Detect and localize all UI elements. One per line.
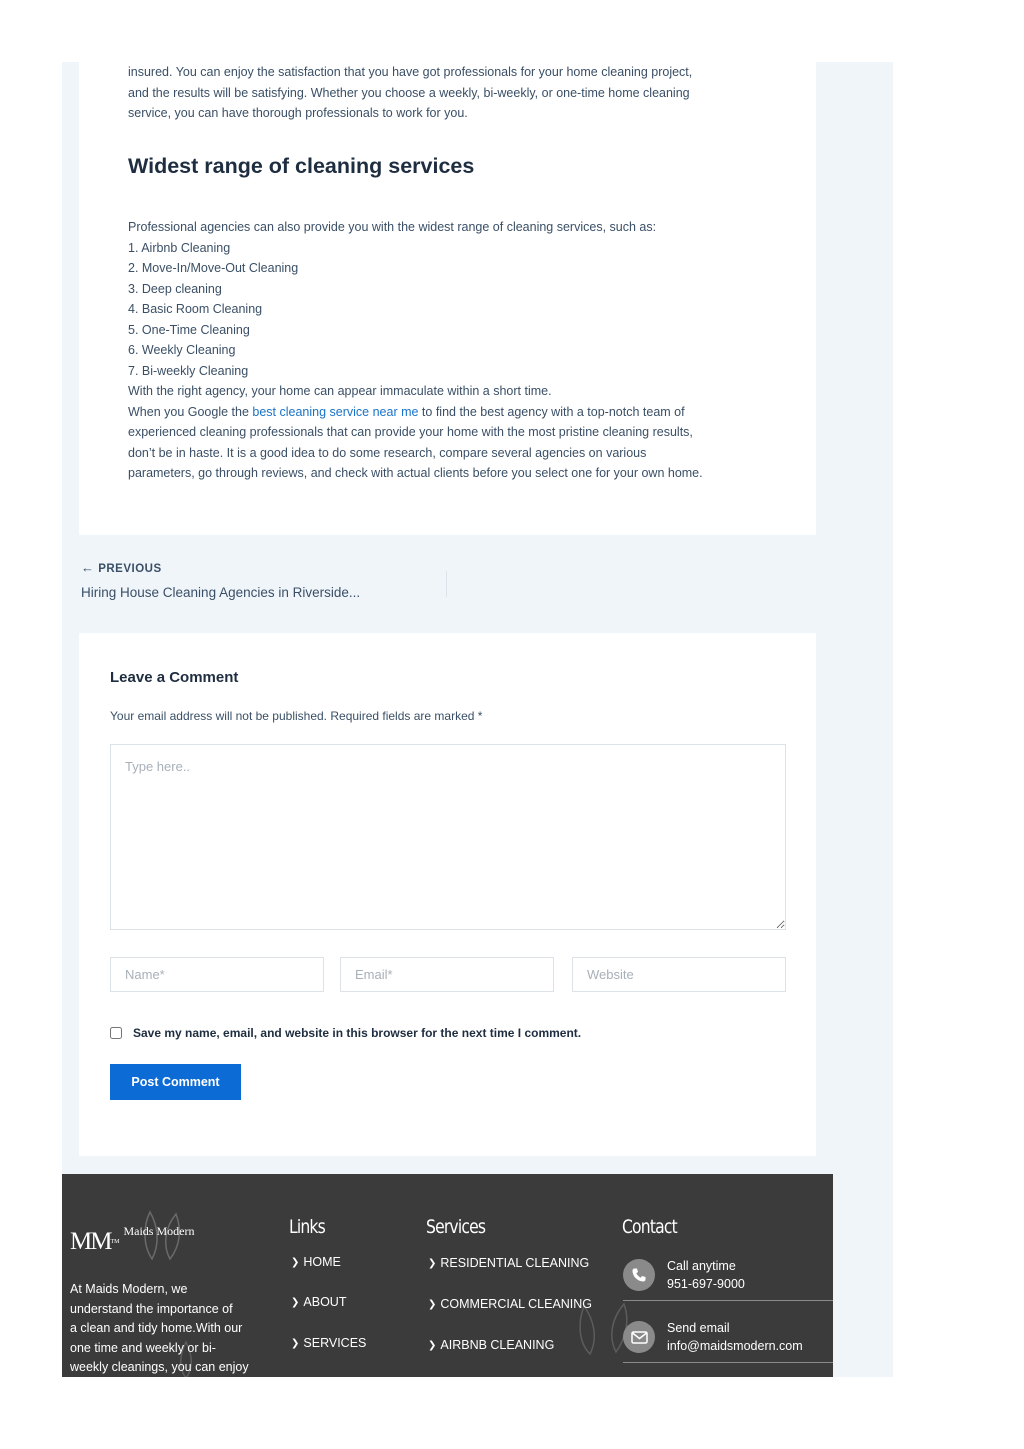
footer-link-label: ABOUT [303, 1295, 347, 1309]
chevron-right-icon: ❯ [291, 1337, 300, 1349]
save-info-consent[interactable] [110, 1026, 581, 1040]
logo-tm: TM [110, 1239, 120, 1245]
previous-post-title[interactable]: Hiring House Cleaning Agencies in Riverside... [81, 585, 361, 600]
logo-letters: MM [70, 1228, 111, 1255]
list-item: 6. Weekly Cleaning [128, 343, 236, 357]
about-line: At Maids Modern, we [70, 1282, 188, 1296]
contact-text [667, 1257, 745, 1293]
maids-modern-logo[interactable] [70, 1224, 194, 1253]
save-info-label: Save my name, email, and website in this browser for the next time I comment. [133, 1026, 582, 1040]
contact-label: Send email [667, 1321, 730, 1335]
links-heading: Links [289, 1216, 325, 1238]
footer-link-label: RESIDENTIAL CLEANING [440, 1256, 590, 1270]
footer-link-commercial-cleaning[interactable] [428, 1297, 592, 1311]
envelope-icon [623, 1321, 655, 1353]
contact-value: info@maidsmodern.com [667, 1339, 803, 1353]
logo-mark [70, 1228, 120, 1255]
cleaning-service-link[interactable]: best cleaning service near me [252, 404, 419, 419]
contact-divider [623, 1362, 833, 1363]
logo-brand-name: Maids Modern [123, 1224, 195, 1238]
about-line: weekly cleanings, you can enjoy [70, 1360, 249, 1374]
footer-link-label: COMMERCIAL CLEANING [440, 1297, 593, 1311]
list-item: 7. Bi-weekly Cleaning [128, 363, 249, 378]
article-intro [128, 62, 728, 124]
list-intro: Professional agencies can also provide you with the widest range of cleaning services, such as: [128, 220, 657, 234]
list-item: 4. Basic Room Cleaning [128, 302, 263, 316]
comment-form-title: Leave a Comment [110, 669, 239, 686]
footer-about-text [70, 1280, 250, 1377]
chevron-right-icon: ❯ [291, 1256, 300, 1268]
footer-link-label: SERVICES [303, 1336, 367, 1350]
about-line: a clean and tidy home.With our [70, 1321, 243, 1335]
website-field[interactable] [572, 957, 786, 992]
site-footer [62, 1174, 833, 1377]
text-span: When you Google the [128, 404, 253, 419]
services-heading: Services [426, 1216, 486, 1238]
footer-link-label: AIRBNB CLEANING [440, 1338, 555, 1352]
chevron-right-icon: ❯ [428, 1298, 437, 1310]
article-card [79, 62, 816, 535]
list-item: 1. Airbnb Cleaning [128, 240, 231, 255]
footer-link-residential-cleaning[interactable] [428, 1256, 589, 1270]
previous-text: PREVIOUS [98, 563, 162, 575]
about-line: understand the importance of [70, 1301, 233, 1316]
comment-form [79, 633, 816, 1156]
chevron-right-icon: ❯ [291, 1296, 300, 1308]
post-comment-button[interactable]: Post Comment [110, 1064, 241, 1100]
previous-label [81, 560, 360, 575]
chevron-right-icon: ❯ [428, 1339, 437, 1351]
article-body [128, 217, 728, 484]
article-text-line: parameters, go through reviews, and check with actual clients before you select one for your own home. [128, 466, 703, 480]
footer-link-about[interactable] [291, 1295, 346, 1309]
article-text-line: insured. You can enjoy the satisfaction that you have got professionals for your home cleaning project, [128, 65, 693, 79]
about-line: one time and weekly or bi- [70, 1340, 216, 1355]
previous-post-link[interactable] [81, 560, 360, 600]
footer-link-home[interactable] [291, 1255, 341, 1269]
phone-icon [623, 1259, 655, 1291]
article-text-line: and the results will be satisfying. Whether you choose a weekly, bi-weekly, or one-time home cleaning [128, 85, 690, 100]
required-fields-note: Your email address will not be published. Required fields are marked * [110, 709, 483, 723]
contact-label: Call anytime [667, 1259, 736, 1273]
list-item: 3. Deep cleaning [128, 281, 222, 296]
name-field[interactable] [110, 957, 324, 992]
contact-value: 951-697-9000 [667, 1277, 745, 1291]
text-span: to find the best agency with a top-notch team of [418, 404, 685, 419]
article-text-line: experienced cleaning professionals that can provide your home with the most pristine cleaning results, [128, 425, 693, 439]
contact-email[interactable] [623, 1319, 803, 1355]
contact-divider [623, 1300, 833, 1301]
footer-link-airbnb-cleaning[interactable] [428, 1338, 554, 1352]
section-heading: Widest range of cleaning services [128, 154, 475, 178]
article-text-line: With the right agency, your home can appear immaculate within a short time. [128, 384, 552, 398]
contact-phone[interactable] [623, 1257, 745, 1293]
chevron-right-icon: ❯ [428, 1257, 437, 1269]
list-item: 2. Move-In/Move-Out Cleaning [128, 261, 299, 275]
article-text-line [128, 402, 728, 423]
article-text-line: service, you can have thorough professionals to work for you. [128, 106, 468, 120]
arrow-left-icon: ← [81, 560, 95, 575]
email-field[interactable] [340, 957, 554, 992]
footer-link-label: HOME [303, 1255, 341, 1269]
contact-heading: Contact [622, 1216, 677, 1238]
footer-link-services[interactable] [291, 1336, 366, 1350]
save-info-checkbox[interactable] [110, 1027, 122, 1039]
article-text-line: don’t be in haste. It is a good idea to do some research, compare several agencies on various [128, 445, 647, 460]
list-item: 5. One-Time Cleaning [128, 322, 250, 337]
nav-divider [446, 571, 447, 597]
comment-textarea[interactable] [110, 744, 786, 930]
contact-text [667, 1319, 803, 1355]
